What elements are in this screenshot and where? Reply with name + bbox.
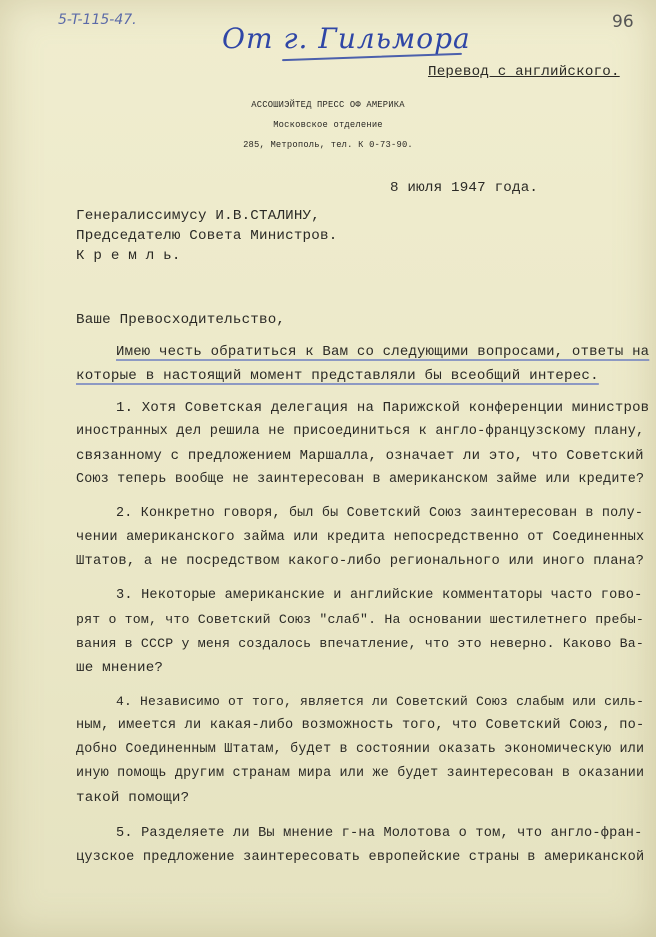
salutation: Ваше Превосходительство, bbox=[76, 312, 286, 328]
handwritten-note: От г. Гильмора bbox=[222, 22, 471, 55]
question-4-line: ным, имеется ли какая-либо возможность того, что Советский Союз, по- bbox=[76, 718, 645, 733]
intro-line: Имею честь обратиться к Вам со следующими вопросами, ответы на bbox=[116, 344, 650, 360]
recipient-line: Генералиссимусу И.В.СТАЛИНУ, bbox=[76, 208, 320, 224]
question-2-line: 2. Конкретно говоря, был бы Советский Союз заинтересован в полу- bbox=[116, 506, 644, 521]
question-1-line: иностранных дел решила не присоединиться к англо-французскому плану, bbox=[76, 424, 645, 439]
question-2-line: чении американского займа или кредита непосредственно от Соединенных bbox=[76, 530, 645, 545]
question-3-line: 3. Некоторые американские и английские комментаторы часто гово- bbox=[116, 588, 643, 603]
question-1-line: 1. Хотя Советская делегация на Парижской конференции министров bbox=[116, 400, 650, 416]
recipient-line: К р е м л ь. bbox=[76, 248, 181, 264]
question-4-line: иную помощь другим странам мира или же будет заинтересован в оказании bbox=[76, 766, 645, 781]
question-3-line: ше мнение? bbox=[76, 660, 164, 676]
question-3-line: рят о том, что Советский Союз "слаб". На основании шестилетнего пребы- bbox=[76, 612, 644, 627]
recipient-line: Председателю Совета Министров. bbox=[76, 228, 338, 244]
intro-line: которые в настоящий момент представляли бы всеобщий интерес. bbox=[76, 368, 599, 384]
question-5-line: цузское предложение заинтересовать европейские страны в американской bbox=[76, 850, 645, 865]
question-4-line: добно Соединенным Штатам, будет в состоянии оказать экономическую или bbox=[76, 742, 645, 757]
translation-note: Перевод с английского. bbox=[428, 64, 620, 80]
question-2-line: Штатов, а не посредством какого-либо регионального или иного плана? bbox=[76, 554, 645, 569]
question-1-line: связанному с предложением Маршалла, означает ли это, что Советский bbox=[76, 448, 644, 464]
question-4-line: 4. Независимо от того, является ли Советский Союз слабым или силь- bbox=[116, 694, 645, 709]
letter-date: 8 июля 1947 года. bbox=[390, 180, 539, 196]
question-3-line: вания в СССР у меня создалось впечатление, что это неверно. Каково Ва- bbox=[76, 636, 644, 651]
question-5-line: 5. Разделяете ли Вы мнение г-на Молотова о том, что англо-фран- bbox=[116, 826, 643, 841]
question-1-line: Союз теперь вообще не заинтересован в американском займе или кредите? bbox=[76, 472, 645, 487]
page-number: 96 bbox=[612, 12, 634, 32]
header-dept: Московское отделение bbox=[273, 120, 383, 130]
header-address: 285, Метрополь, тел. К 0-73-90. bbox=[243, 140, 413, 150]
archive-mark: 5-T-115-47. bbox=[58, 12, 137, 28]
header-org: АССОШИЭЙТЕД ПРЕСС ОФ АМЕРИКА bbox=[251, 100, 405, 110]
question-4-line: такой помощи? bbox=[76, 790, 190, 806]
